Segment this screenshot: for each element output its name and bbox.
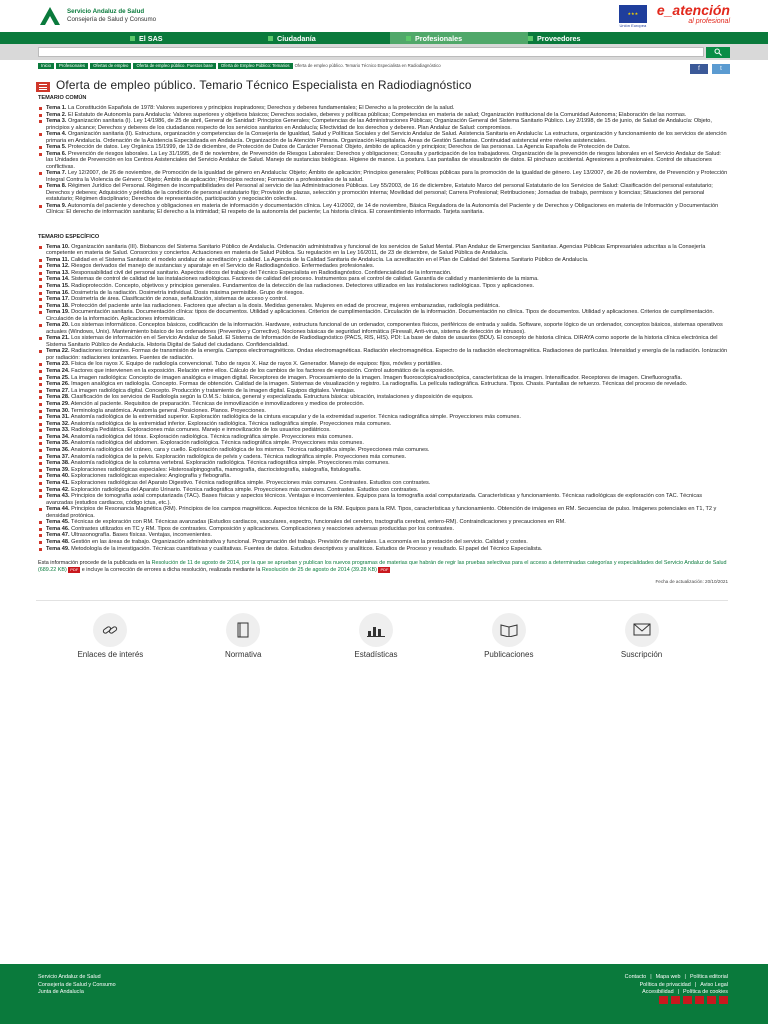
linkedin-icon[interactable] (707, 996, 716, 1004)
tema-number: Tema 36. (46, 447, 70, 454)
tema-text: Anatomía radiológica del tórax. Exploración radiológica. Técnica radiográfica simple. Proyecciones más comunes. (70, 433, 353, 440)
tema-number: Tema 43. (46, 493, 70, 500)
tema-text: La Constitución Española de 1978: Valores superiores y principios inspiradores; Derechos y deberes fundamentales; El Derecho a la protección de la salud. (67, 105, 455, 111)
breadcrumb-puestos-base[interactable]: Oferta de empleo público. Puestos base (133, 63, 215, 69)
square-icon (528, 36, 533, 41)
tema-text: Anatomía radiológica del abdomen. Exploración radiológica. Técnica radiográfica simple. Proyecciones más comunes. (70, 440, 364, 447)
menu-icon[interactable] (36, 82, 50, 92)
tema-text: Metodología de la investigación. Técnicas cuantitativas y cualitativas. Fuentes de datos. Estudios descriptivos y analíticos. Estudios de Proceso y resultado. El papel del Técnico Especialista. (71, 545, 543, 552)
tema-text: Organización sanitaria (II). Estructura, organización y competencias de la Consejería de Igualdad, Salud y Políticas Sociales y del Servicio Andaluz de Salud. Asistencia Sanitaria en Andalucía: La estructura, organización y funcionamiento de los servicios de atención primaria en Andalucía. Ordenación de la Asistencia Especializada en Andalucía. Organización de la Atención Primaria. Organización Hospitalaria. Áreas de Gestión Sanitarias. Continuidad asistencial entre niveles asistenciales. (46, 131, 727, 144)
tema-number: Tema 4. (46, 131, 67, 138)
tema-text: Anatomía radiológica de la extremidad superior. Exploración radiológica de la cintura escapular y de la extremidad superior. Técnica radiográfica simple. Proyecciones más comunes. (70, 414, 521, 421)
breadcrumb-temarios[interactable]: Oferta de Empleo Público: Temarios (218, 63, 293, 69)
tema-item (38, 183, 728, 202)
tema-number: Tema 30. (46, 407, 70, 414)
source-note: Esta información procede de la publicada en la Resolución de 11 de agosto de 2014, por la que se aprueban y publican los nuevos programas de materias que habrán de regir las pruebas selectivas para el acceso a determinadas categorías y especialidades del Servicio Andaluz de Salud (689.22 KB) PDF e incluye la corrección de errores a dicha resolución, realizada mediante la Resolución de 25 de agosto de 2014 (39.28 KB) PDF (38, 560, 727, 573)
tema-number: Tema 42. (46, 486, 70, 493)
tema-item (38, 203, 728, 216)
tema-item (38, 131, 728, 144)
tema-text: Prevención de riesgos laborales. La Ley 31/1995, de 8 de noviembre, de Prevención de Riesgos Laborales: Derechos y obligaciones; Consulta y participación de los trabajadores. Organización de la prevención de riesgos laborales en el Servicio Andaluz de Salud: las Unidades de Prevención en los Centros Asistenciales del Servicio Andaluz de Salud. Manejo de sustancias biológicas. Higiene de manos. La postura. Las pantallas de visualización de datos. El pinchazo accidental. Agresiones a profesionales. Control de situaciones conflictivas. (46, 150, 721, 170)
tema-text: Factores que intervienen en la exposición. Relación entre ellos. Cálculo de los cambios de los factores de exposición. Control automático de la exposición. (71, 367, 455, 374)
tema-number: Tema 6. (46, 150, 67, 157)
facebook-icon[interactable] (659, 996, 668, 1004)
footer-consejeria-link[interactable]: Consejería de Salud y Consumo (38, 981, 116, 988)
footer-privacidad-link[interactable]: Política de privacidad (639, 981, 691, 988)
tema-item (38, 335, 728, 348)
tema-number: Tema 27. (46, 387, 70, 394)
tema-number: Tema 10. (46, 243, 70, 250)
tema-text: Exploraciones radiológicas del Aparato Digestivo. Técnica radiográfica simple. Proyecciones más comunes. Contrastes. Estudios con contrastes. (71, 480, 431, 487)
tema-number: Tema 21. (46, 335, 70, 342)
tema-number: Tema 48. (46, 539, 70, 545)
tema-text: Ultrasonografía. Bases físicas. Ventajas, inconvenientes. (71, 532, 212, 539)
tema-number: Tema 19. (46, 309, 70, 316)
tema-item (38, 283, 728, 289)
tema-item (38, 257, 728, 263)
aten-brand: atención (672, 2, 730, 18)
resolucion-2014-link[interactable]: Resolución de 11 de agosto de 2014, por la que se aprueban y publican los nuevos programas de materias que habrán de regir las pruebas selectivas para el acceso a determinadas categorías y especialidades del Servicio Andaluz de Salud (689.22 KB) (38, 560, 727, 573)
breadcrumb-profesionales[interactable]: Profesionales (56, 63, 88, 69)
tema-text: Física de los rayos X. Equipo de radiología convencional. Tubo de rayos X. Haz de rayos X. Generador. Manejo de equipos: fijos, móviles y portátiles. (71, 361, 443, 368)
tema-item (38, 532, 728, 538)
open-book-icon (500, 623, 518, 637)
square-icon (130, 36, 135, 41)
tema-number: Tema 8. (46, 183, 67, 190)
tema-number: Tema 37. (46, 453, 70, 460)
temario-comun-list (38, 105, 728, 215)
tema-item (38, 290, 728, 296)
search-button[interactable] (706, 47, 730, 58)
junta-logo-icon (38, 5, 62, 27)
tema-text: Organización sanitaria (III). Biobancos del Sistema Sanitario Público de Andalucía. Ordenación administrativa y funcional de los servicios de Salud Mental. Plan Andaluz de Emergencias Sanitarias. Agencias Públicas Empresariales adscritas a la Consejería competente en materia de Salud. Consorcios y conciertos. Actuaciones en materia de Salud Pública. Su regulación en la Ley 16/2011, de 23 de diciembre, de Salud Pública de Andalucía. (46, 243, 706, 256)
brand-logo[interactable] (38, 5, 156, 27)
tema-text: Principios de Resonancia Magnética (RM). Principios de los campos magnéticos. Aspectos técnicos de la RM. Equipos para la RM. Tipos, características y funcionamiento. Obtención de imágenes en RM. Secuencias de pulso. Imágenes potenciales en T1, T2 y densidad protónica. (46, 506, 717, 519)
tema-text: Terminología anatómica. Anatomía general. Posiciones. Planos. Proyecciones. (70, 407, 266, 414)
tema-number: Tema 3. (46, 118, 67, 125)
breadcrumb-ofertas[interactable]: Ofertas de empleo (90, 63, 131, 69)
instagram-icon[interactable] (695, 996, 704, 1004)
tema-item (38, 519, 728, 525)
eu-flag-icon: ★★★ (619, 5, 647, 23)
tema-item (38, 440, 728, 446)
tema-text: Los sistemas informáticos. Conceptos básicos, codificación de la información. Hardware, estructura funcional de un ordenador, componentes físicos, periféricos de entrada y salida. Software, soporte lógico de un ordenador, conceptos básicos, sistemas operativos actuales (Windows, Unix). Mantenimiento básico de los ordenadores (Preventivo y Correctivo). Nociones básicas de seguridad informática (Firewall, Anti-virus, sistema de detección de intrusos). (46, 322, 723, 335)
footer-aviso-legal-link[interactable]: Aviso Legal (700, 981, 728, 988)
tema-number: Tema 22. (46, 348, 70, 355)
twitter-icon[interactable] (671, 996, 680, 1004)
breadcrumb-current: Oferta de empleo público. Temario Técnico Especialista en Radiodiagnóstico (294, 63, 441, 68)
tema-number: Tema 46. (46, 525, 70, 532)
tema-item (38, 388, 728, 394)
tema-text: Anatomía radiológica del cráneo, cara y cuello. Exploración radiológica de los mismos. Técnica radiográfica simple. Proyecciones más comunes. (70, 447, 430, 454)
twitter-share-button[interactable]: t (712, 64, 730, 74)
tema-text: El Estatuto de Autonomía para Andalucía: Valores superiores y objetivos básicos; Derechos sociales, deberes y políticas públicas; Competencias en materia de salud; Organización institucional de la Comunidad Autonoma; Elaboración de las normas. (67, 111, 687, 118)
square-icon (406, 36, 411, 41)
tema-item (38, 144, 728, 150)
quick-link-estadisticas[interactable]: Estadísticas (321, 613, 431, 659)
tema-text: Documentación sanitaria. Documentación clínica: tipos de documentos. Utilidad y aplicaciones. Criterios de cumplimentación. Circulación de la información. Documentación no clínica. Tipos de documentos. Utilidad y aplicaciones. Criterios de cumplimentación. Circulación de la información. Aplicaciones informáticas. (46, 309, 715, 322)
tema-text: Principios de tomografía axial computarizada (TAC). Bases físicas y aspectos técnicos. Ventajas e inconvenientes. Equipos para la tomografía axial computarizada. Características y funcionamiento. Técnicas radiológicas de exploración con TAC. Técnicas avanzadas (estudios cardiacos, código ictus, etc.). (46, 493, 703, 506)
tema-number: Tema 12. (46, 263, 70, 270)
tema-number: Tema 29. (46, 400, 70, 407)
tema-item (38, 322, 728, 335)
tema-text: Dosimetría de área. Clasificación de zonas, señalización, sistemas de acceso y control. (71, 296, 288, 303)
tema-number: Tema 15. (46, 282, 70, 289)
dept-name: Consejería de Salud y Consumo (67, 16, 157, 23)
tema-item (38, 375, 728, 381)
temario-especifico-list (38, 244, 728, 552)
pdf-badge: PDF (380, 566, 389, 572)
tema-item (38, 460, 728, 466)
quick-link-enlaces[interactable]: Enlaces de interés (55, 613, 165, 659)
tema-item (38, 539, 728, 545)
tema-item (38, 309, 728, 322)
site-footer: Servicio Andaluz de Salud Consejería de Salud y Consumo Junta de Andalucía Contacto | Mapa web | Política editorial Política de privacidad | Aviso Legal Accesibilidad | Política de cookies (0, 964, 768, 1024)
tema-text: Régimen Jurídico del Personal. Régimen de incompatibilidades del Personal al servicio de las Administraciones Públicas. Ley 55/2003, de 16 de diciembre, Estatuto Marco del personal Estatutario de los Servicios de Salud: Clasificación del personal estatutario; Derechos y deberes; Adquisición y pérdida de la condición de personal estatutario fijo; Provisión de plazas, selección y promoción interna; Movilidad del personal; Carrera Profesional; Retribuciones; Jornadas de trabajo, permisos y licencias; Situaciones del personal estatutario; Régimen disciplinario; Derechos de representación, participación y negociación colectiva. (46, 183, 713, 202)
tema-item (38, 361, 728, 367)
footer-politica-editorial-link[interactable]: Política editorial (689, 974, 728, 980)
tema-item (38, 414, 728, 420)
section-temario-especifico: TEMARIO ESPECÍFICO (38, 233, 100, 240)
breadcrumb-inicio[interactable]: Inicio (38, 63, 54, 69)
quick-link-publicaciones[interactable]: Publicaciones (454, 613, 564, 659)
tema-text: Radiaciones ionizantes. Formas de transmisión de la energía. Campos electromagnéticos. Ondas electromagnéticas. Radiación electromagnética. Espectro de la radiación electromagnética. Radiaciones de partículas. Intensidad y energía de la radiación. Ionización por radiación: radiaciones ionizantes. Fuentes de radiación. (46, 348, 728, 361)
tema-number: Tema 13. (46, 269, 70, 276)
section-temario-comun: TEMARIO COMÚN (38, 95, 87, 101)
tema-number: Tema 5. (46, 144, 67, 151)
tema-text: Técnicas de exploración con RM. Técnicas avanzadas (Estudios cardiacos, vasculares, espectro, funcionales del cerebro, tractografía cerebral, entero-RM). Contraindicaciones y precauciones en RM. (70, 519, 566, 526)
tema-item (38, 151, 728, 170)
tema-item (38, 408, 728, 414)
tema-item (38, 394, 728, 400)
tema-text: La imagen radiológica: Concepto de imagen analógica e imagen digital. Receptores de imagen. Procesamiento de la imagen. Imagen fluoroscópica/radioscópica, características de la imagen. Intensificador. Receptores de imagen. Cinefluorografía. (71, 374, 683, 381)
main-content (0, 80, 768, 659)
tema-item (38, 105, 728, 111)
tema-item (38, 368, 728, 374)
footer-cookies-link[interactable]: Política de cookies (683, 989, 728, 995)
tema-item (38, 244, 728, 257)
breadcrumb (0, 60, 768, 78)
tema-item (38, 427, 728, 433)
tema-text: Anatomía radiológica de la columna vertebral. Exploración radiológica. Técnica radiográfica simple. Proyecciones más comunes. (70, 460, 390, 467)
link-icon (102, 622, 118, 638)
tema-item (38, 118, 728, 131)
eu-label: Unión Europea (619, 22, 647, 28)
footer-social-icons (659, 996, 728, 1004)
tema-text: Imagen analógica en radiología. Concepto. Formas de obtención. Calidad de la imagen. Sistemas de visualización y registro. La radiografía. La película radiográfica. Estructura. Tipos. Chasis. Pantallas de refuerzo. Técnicas del proceso de revelado. (71, 381, 688, 388)
top-header (0, 0, 768, 32)
tema-text: Protección del paciente ante las radiaciones. Factores que afectan a la dosis. Medidas generales. Mujeres en edad de procrear, mujeres embarazadas, radiología pediátrica. (71, 302, 500, 309)
tema-text: La imagen radiológica digital. Concepto. Producción y tratamiento de la imagen digital. Equipos digitales. Ventajas. (71, 387, 356, 394)
tema-item (38, 381, 728, 387)
tema-item (38, 434, 728, 440)
tema-number: Tema 23. (46, 361, 70, 368)
tema-text: Clasificación de los servicios de Radiología según la O.M.S.: básica, general y especializada. Estructura básica: ubicación, instalaciones y disposición de equipos. (71, 394, 474, 401)
tema-text: Exploraciones radiológicas especiales: Histerosalpingografía, mamografía, dacriocistografía, sialografía, fistulografía. (71, 466, 362, 473)
quick-links (36, 600, 728, 659)
tema-item (38, 487, 728, 493)
org-name: Servicio Andaluz de Salud (67, 8, 145, 15)
eu-logo (619, 5, 647, 28)
tema-text: Radioprotección. Concepto, objetivos y principios generales. Fundamentos de la detección de las radiaciones. Detectores utilizados en las instalaciones radiológicas. Tipos y aplicaciones. (71, 282, 535, 289)
tema-text: Contrastes utilizados en TC y RM. Tipos de contrastes. Composición y aplicaciones. Complicaciones y reacciones adversas producidas por los contrastes. (71, 525, 455, 532)
aten-sub: al profesional (688, 18, 730, 25)
tema-item (38, 348, 728, 361)
tema-text: Sistemas de control de calidad de las instalaciones radiológicas. Factores de calidad del proceso. Instrumentos para el control de calidad. Garantía de calidad y mantenimiento de la misma. (71, 276, 539, 283)
rss-icon[interactable] (719, 996, 728, 1004)
pdf-badge: PDF (70, 566, 79, 572)
tema-text: Los sistemas de información en el Servicio Andaluz de Salud. El Sistema de Información de Radiodiagnóstico (PACS, RIS, HIS). PDI: La base de datos de usuarios (BDU). El concepto de historia clínica. DIRAYA como soporte de la historia clínica electrónica del Sistema Sanitario Público de Andalucía. Historia Digital de Salud del ciudadano. Confidencialidad. (46, 335, 718, 348)
tema-number: Tema 2. (46, 111, 67, 118)
tema-number: Tema 25. (46, 374, 70, 381)
nav-item-el-sas[interactable]: El SAS (130, 34, 268, 43)
nav-item-proveedores[interactable]: Proveedores (528, 34, 666, 43)
tema-item (38, 526, 728, 532)
tema-text: Exploración radiológica del Aparato Urinario. Técnica radiográfica simple. Proyecciones más comunes. Contrastes. Estudios con contrastes. (71, 486, 419, 493)
tema-number: Tema 38. (46, 460, 70, 467)
tema-item (38, 447, 728, 453)
tema-number: Tema 1. (46, 105, 67, 111)
quick-link-normativa[interactable]: Normativa (188, 613, 298, 659)
main-nav (0, 32, 768, 44)
tema-text: Autonomía del paciente y derechos y obligaciones en materia de información y documentación clínica. Ley 41/2002, de 14 de noviembre, Básica Reguladora de la Autonomía del Paciente y de Derechos y Obligaciones en materia de Información y Documentación Clínica: El derecho de información sanitaria; El derecho a la intimidad; El respeto de la autonomía del paciente; La historia clínica. El consentimiento informado. Tarjeta sanitaria. (46, 202, 719, 215)
tema-item (38, 467, 728, 473)
tema-text: Ley 12/2007, de 26 de noviembre, de Promoción de la igualdad de género en Andalucía: Objeto; Ámbito de aplicación; Principios generales; Políticas públicas para la promoción de la igualdad de género. Ley 13/2007, de 26 de noviembre, de Prevención y Protección Integral Contra la Violencia de Género: Objeto; Ámbito de aplicación; Principios rectores; Formación a profesionales de la salud. (46, 170, 728, 183)
book-icon (236, 622, 250, 638)
tema-text: Dosimetría de la radiación. Dosimetría individual. Dosis máxima permisible. Grupo de riesgos. (71, 289, 304, 296)
tema-number: Tema 47. (46, 532, 70, 539)
nav-item-profesionales[interactable]: Profesionales (390, 32, 528, 44)
tema-number: Tema 7. (46, 170, 67, 177)
tema-text: Riesgos derivados del manejo de sustancias y aparataje en el Servicio de Radiodiagnóstico. Enfermedades profesionales. (71, 263, 375, 270)
tema-text: Protección de datos. Ley Orgánica 15/1999, de 13 de diciembre, de Protección de Datos de Carácter Personal: Objeto, ámbito de aplicación y principios; Derechos de las personas. La Agencia Española de Protección de Datos. (67, 144, 631, 151)
nav-item-ciudadania[interactable]: Ciudadanía (268, 34, 406, 43)
tema-number: Tema 18. (46, 302, 70, 309)
atencion-profesional-logo[interactable]: e_atención al profesional (657, 4, 730, 28)
footer-junta-link[interactable]: Junta de Andalucía (38, 989, 84, 995)
tema-text: Anatomía radiológica de la extremidad inferior. Exploración radiológica. Técnica radiográfica simple. Proyecciones más comunes. (70, 420, 392, 427)
tema-number: Tema 16. (46, 289, 70, 296)
tema-number: Tema 35. (46, 440, 70, 447)
tema-number: Tema 17. (46, 296, 70, 303)
square-icon (268, 36, 273, 41)
page-title: Oferta de empleo público. Temario Técnico Especialista en Radiodiagnóstico (56, 78, 472, 92)
tema-number: Tema 14. (46, 276, 70, 283)
tema-item (38, 421, 728, 427)
tema-item (38, 493, 728, 506)
tema-item (38, 303, 728, 309)
tema-item (38, 473, 728, 479)
tema-item (38, 170, 728, 183)
tema-number: Tema 41. (46, 480, 70, 487)
tema-item (38, 296, 728, 302)
chart-icon (367, 623, 385, 637)
tema-item (38, 263, 728, 269)
footer-mapa-link[interactable]: Mapa web (655, 974, 681, 980)
quick-link-suscripcion[interactable]: Suscripción (587, 613, 697, 659)
tema-item (38, 454, 728, 460)
tema-number: Tema 45. (46, 519, 70, 526)
resolucion-correccion-link[interactable]: Resolución de 25 de agosto de 2014 (39.28 KB) (261, 566, 377, 573)
tema-text: Calidad en el Sistema Sanitario: el modelo andaluz de acreditación y calidad. La Agencia de la Calidad Sanitaria de Andalucía. La acreditación en el Plan de Calidad del Sistema Sanitario Público de Andalucía. (70, 256, 589, 263)
tema-text: Atención al paciente. Requisitos de preparación. Técnicas de inmovilización e inmovilizadores y medios de protección. (70, 400, 365, 407)
tema-text: Responsabilidad civil del personal sanitario. Aspectos éticos del trabajo del Técnico Especialista en Radiodiagnóstico. Confidencialidad de la información. (71, 269, 452, 276)
tema-number: Tema 9. (46, 202, 67, 209)
tema-number: Tema 11. (46, 256, 70, 263)
mail-icon (633, 623, 651, 636)
tema-number: Tema 33. (46, 427, 70, 434)
search-icon (714, 48, 722, 56)
tema-number: Tema 40. (46, 473, 70, 480)
tema-number: Tema 20. (46, 322, 70, 329)
tema-item (38, 546, 728, 552)
footer-contacto-link[interactable]: Contacto (624, 974, 647, 980)
tema-item (38, 112, 728, 118)
tema-item (38, 276, 728, 282)
tema-number: Tema 49. (46, 545, 70, 552)
search-input[interactable] (38, 47, 704, 57)
tema-text: Exploraciones radiológicas especiales: Angiografía y flebografía. (71, 473, 231, 480)
tema-text: Anatomía radiológica de la pelvis. Exploración radiológica de pelvis y cadera. Técnica radiográfica simple. Proyecciones más comunes. (70, 453, 407, 460)
tema-item (38, 480, 728, 486)
tema-text: Organización sanitaria (I). Ley 14/1986, de 25 de abril, General de Sanidad: Principios Generales; Competencias de las Administraciones Públicas; Organización General del Sistema Sanitario Público. Ley 2/1998, de 15 de junio, de Salud de Andalucía: Objeto, principios y alcance; Derechos y deberes de los ciudadanos respecto de los servicios sanitarios en Andalucía; Efectividad de los derechos y deberes. Plan Andaluz de Salud: compromisos. (46, 118, 712, 131)
tema-number: Tema 26. (46, 381, 70, 388)
facebook-share-button[interactable]: f (690, 64, 708, 74)
tema-number: Tema 31. (46, 414, 70, 421)
youtube-icon[interactable] (683, 996, 692, 1004)
tema-item (38, 270, 728, 276)
tema-item (38, 401, 728, 407)
update-date: Fecha de actualización: 20/10/2021 (655, 578, 728, 584)
footer-sas-link[interactable]: Servicio Andaluz de Salud (38, 974, 101, 980)
footer-accesibilidad-link[interactable]: Accesibilidad (642, 989, 674, 995)
tema-number: Tema 32. (46, 420, 70, 427)
tema-number: Tema 39. (46, 466, 70, 473)
tema-number: Tema 24. (46, 367, 70, 374)
tema-text: Radiología Pediátrica. Exploraciones más comunes. Manejo e inmovilización de los usuarios pediátricos. (71, 427, 331, 434)
search-bar (0, 44, 768, 60)
tema-item (38, 506, 728, 519)
tema-text: Gestión en las áreas de trabajo. Organización administrativa y funcional. Programación del trabajo. Previsión de materiales. La economía en la prestación del servicio. Calidad y costes. (71, 539, 528, 545)
tema-number: Tema 44. (46, 506, 70, 513)
tema-number: Tema 34. (46, 433, 70, 440)
tema-number: Tema 28. (46, 394, 70, 401)
